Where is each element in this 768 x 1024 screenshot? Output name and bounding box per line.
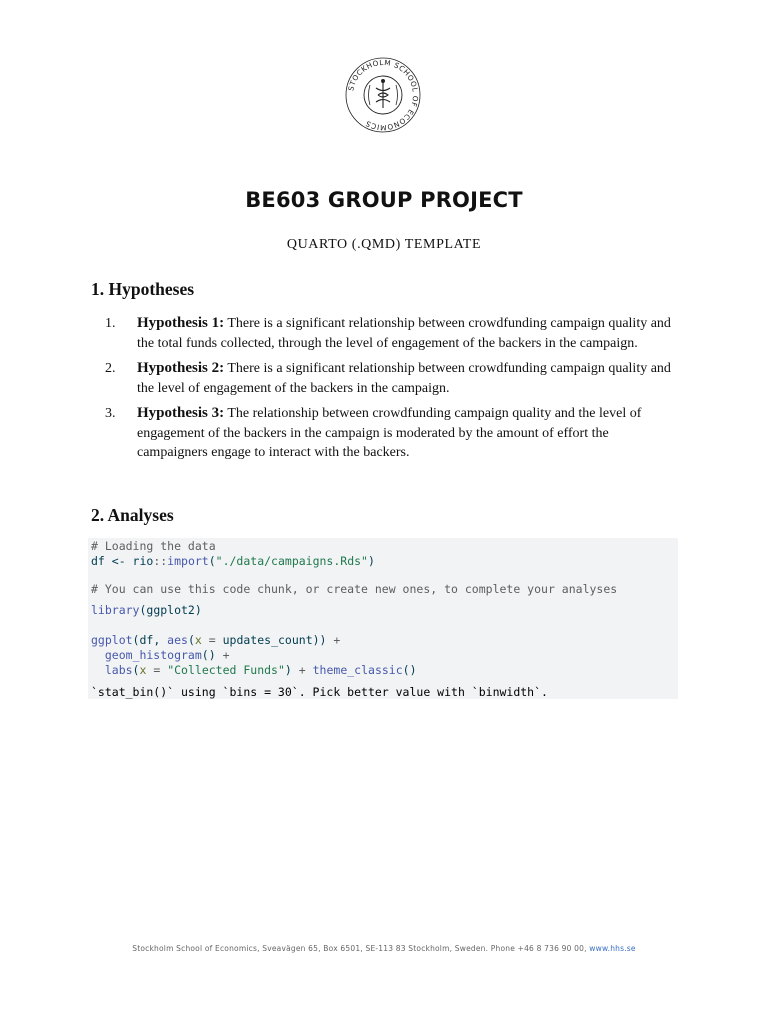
page-footer (0, 944, 768, 953)
seal-text: STOCKHOLM SCHOOL OF ECONOMICS (346, 57, 421, 133)
analyses-heading: 2. Analyses (91, 505, 174, 525)
hypotheses-heading: 1. Hypotheses (91, 279, 195, 299)
hypotheses-list (91, 314, 681, 469)
hypothesis-text: The relationship between crowdfunding campaign quality and the level of engagement of the backers in the campaign is moderated by the amount of effort the campaigners engage to interact with the backers. (137, 406, 642, 460)
page-subtitle: QUARTO (.QMD) TEMPLATE (286, 237, 482, 252)
list-item (91, 314, 681, 353)
hypothesis-label: Hypothesis 2: (137, 360, 225, 376)
code-chunk (88, 538, 678, 699)
hypothesis-label: Hypothesis 3: (137, 405, 225, 421)
hypothesis-label: Hypothesis 1: (137, 315, 225, 331)
footer-text: Stockholm School of Economics, Sveavägen 65, Box 6501, SE-113 83 Stockholm, Sweden. Phone +46 8 736 90 00, (132, 944, 590, 953)
code-line: # Loading the data (91, 539, 216, 553)
list-item-number: 2. (105, 361, 116, 376)
code-line: library(ggplot2) (91, 603, 202, 617)
hypothesis-text: There is a significant relationship between crowdfunding campaign quality and the total funds collected, through the level of engagement of the backers in the campaign. (137, 316, 671, 351)
list-item-number: 3. (105, 406, 116, 421)
code-line: # You can use this code chunk, or create new ones, to complete your analyses (91, 582, 618, 596)
code-line: geom_histogram() + (91, 648, 230, 662)
code-line: labs(x = "Collected Funds") + theme_classic() (91, 663, 417, 677)
code-line: df <- rio::import("./data/campaigns.Rds") (91, 554, 375, 568)
footer-link[interactable]: www.hhs.se (589, 944, 636, 953)
hypothesis-text: There is a significant relationship between crowdfunding campaign quality and the level of engagement of the backers in the campaign. (137, 361, 671, 396)
list-item (91, 359, 681, 398)
page-title: BE603 GROUP PROJECT (245, 188, 523, 212)
list-item (91, 404, 681, 463)
school-seal-logo (343, 55, 423, 135)
code-output: `stat_bin()` using `bins = 30`. Pick better value with `binwidth`. (91, 685, 548, 699)
list-item-number: 1. (105, 316, 116, 331)
code-line: ggplot(df, aes(x = updates_count)) + (91, 633, 341, 647)
